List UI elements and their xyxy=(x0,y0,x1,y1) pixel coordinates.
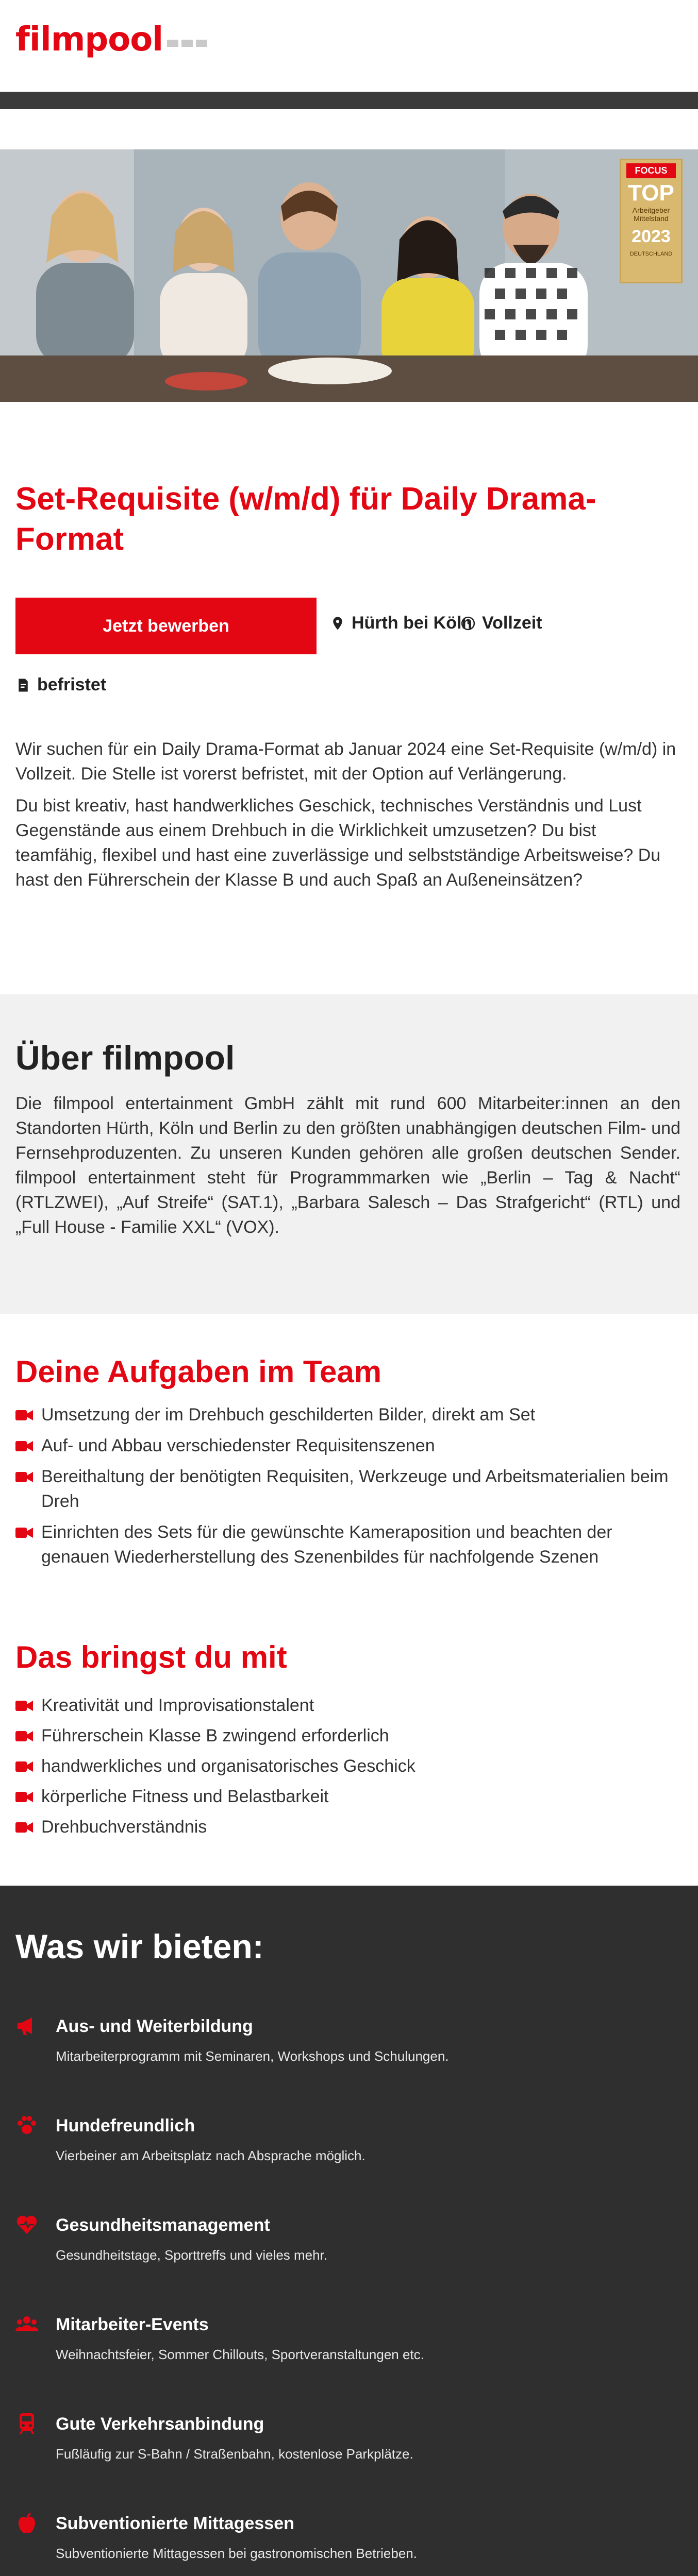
benefit-text: Vierbeiner am Arbeitsplatz nach Absprache möglich. xyxy=(56,2148,365,2163)
benefits-title: Was wir bieten: xyxy=(15,1927,264,1965)
list-item-text: Drehbuchverständnis xyxy=(41,1817,207,1837)
video-camera-icon xyxy=(15,1730,33,1743)
apply-button-top[interactable]: Jetzt bewerben xyxy=(15,598,317,654)
list-item xyxy=(15,1815,680,1839)
benefit-title: Gesundheitsmanagement xyxy=(56,2215,270,2235)
video-camera-icon xyxy=(15,1821,33,1834)
list-item xyxy=(15,1723,680,1748)
list-item-text: Kreativität und Improvisationstalent xyxy=(41,1696,314,1715)
apple-icon xyxy=(15,2512,38,2534)
intro-paragraph: Du bist kreativ, hast handwerkliches Geschick, technisches Verständnis und Lust Gegenstände aus einem Drehbuch in die Wirklichkeit umzusetzen? Du bist teamfähig, flexibel und hast eine zuverlässige und selbstständige Arbeitsweise? Du hast den Führerschein der Klasse B und auch Spaß an Außeneinsätzen? xyxy=(15,796,661,890)
badge-sub: Arbeitgeber Mittelstand xyxy=(632,206,670,223)
intro-paragraph: Wir suchen für ein Daily Drama-Format ab Januar 2024 eine Set-Requisite (w/m/d) in Vollzeit. Die Stelle ist vorerst befristet, mit der Option auf Verlängerung. xyxy=(15,739,676,784)
badge-label: TOP xyxy=(628,180,674,206)
list-item-text: Führerschein Klasse B zwingend erforderlich xyxy=(41,1726,389,1745)
list-item xyxy=(15,1520,680,1569)
benefit-text: Weihnachtsfeier, Sommer Chillouts, Sportveranstaltungen etc. xyxy=(56,2347,424,2362)
video-camera-icon xyxy=(15,1699,33,1713)
list-item xyxy=(15,1784,680,1809)
list-item-text: körperliche Fitness und Belastbarkeit xyxy=(41,1787,329,1806)
list-item xyxy=(15,1402,680,1427)
contract-text: befristet xyxy=(37,675,107,694)
tasks-list xyxy=(15,1402,680,1575)
badge-foot: DEUTSCHLAND xyxy=(629,251,673,257)
about-title: Über filmpool xyxy=(15,1039,235,1077)
badge-top: FOCUS xyxy=(626,163,676,178)
benefit-title: Hundefreundlich xyxy=(56,2116,195,2136)
benefit-title: Mitarbeiter-Events xyxy=(56,2315,209,2334)
benefit-text: Subventionierte Mittagessen bei gastronomischen Betrieben. xyxy=(56,2546,417,2561)
location-text: Hürth bei Köln xyxy=(352,613,473,633)
list-item xyxy=(15,1464,680,1514)
map-pin-icon xyxy=(330,616,345,631)
users-icon xyxy=(15,2313,38,2335)
list-item-text: handwerkliches und organisatorisches Geschick xyxy=(41,1756,416,1776)
list-item-text: Bereithaltung der benötigten Requisiten, Werkzeuge und Arbeitsmaterialien beim Dreh xyxy=(41,1467,669,1511)
contract-icon xyxy=(15,677,31,693)
skills-title: Das bringst du mit xyxy=(15,1640,287,1674)
video-camera-icon xyxy=(15,1409,33,1422)
logo-text: filmpool xyxy=(15,21,163,59)
list-item xyxy=(15,1754,680,1778)
job-title: Set-Requisite (w/m/d) für Daily Drama-Format xyxy=(15,481,596,557)
train-icon xyxy=(15,2412,38,2435)
benefit-title: Gute Verkehrsanbindung xyxy=(56,2414,264,2434)
about-section xyxy=(0,994,698,1314)
header-bar xyxy=(0,92,698,109)
video-camera-icon xyxy=(15,1760,33,1773)
benefit-title: Aus- und Weiterbildung xyxy=(56,2016,253,2036)
skills-list xyxy=(15,1693,680,1845)
job-location xyxy=(330,613,472,633)
job-type-text: Vollzeit xyxy=(482,613,542,633)
list-item-text: Umsetzung der im Drehbuch geschilderten Bilder, direkt am Set xyxy=(41,1405,536,1425)
filmpool-logo[interactable] xyxy=(15,21,207,59)
benefit-title: Subventionierte Mittagessen xyxy=(56,2514,294,2533)
benefit-text: Fußläufig zur S-Bahn / Straßenbahn, kostenlose Parkplätze. xyxy=(56,2446,413,2462)
heart-icon xyxy=(15,2213,38,2236)
tasks-title: Deine Aufgaben im Team xyxy=(15,1354,382,1389)
list-item xyxy=(15,1693,680,1718)
logo-dots xyxy=(167,40,207,47)
job-intro xyxy=(15,737,680,900)
hero-image xyxy=(0,149,698,402)
benefits-section xyxy=(0,1886,698,2576)
top-employer-badge xyxy=(620,159,683,283)
benefit-text: Mitarbeiterprogramm mit Seminaren, Workshops und Schulungen. xyxy=(56,2048,449,2064)
about-text: Die filmpool entertainment GmbH zählt mit rund 600 Mitarbeiter:innen an den Standorten Hürth, Köln und Berlin zu den größten unabhängigen deutschen Film- und Fernsehproduzenten. Zu unseren Kunden gehören alle großen deutschen Sender. filmpool entertainment steht für Programmmarken wie „Berlin – Tag & Nacht“ (RTLZWEI), „Auf Streife“ (SAT.1), „Barbara Salesch – Das Strafgericht“ (RTL) und „Full House - Familie XXL“ (VOX). xyxy=(15,1094,680,1237)
video-camera-icon xyxy=(15,1526,33,1539)
list-item-text: Einrichten des Sets für die gewünschte Kameraposition und beachten der genauen Wiederherstellung des Szenenbildes für nachfolgende Szenen xyxy=(41,1522,612,1567)
badge-year: 2023 xyxy=(631,227,671,246)
job-type xyxy=(460,613,542,633)
megaphone-icon xyxy=(15,2014,38,2037)
job-contract xyxy=(15,675,106,695)
video-camera-icon xyxy=(15,1439,33,1453)
clock-icon xyxy=(460,616,476,631)
video-camera-icon xyxy=(15,1470,33,1484)
team-photo xyxy=(0,149,698,402)
site-header xyxy=(0,0,698,92)
list-item-text: Auf- und Abbau verschiedenster Requisitenszenen xyxy=(41,1436,435,1455)
list-item xyxy=(15,1433,680,1458)
video-camera-icon xyxy=(15,1790,33,1804)
paw-icon xyxy=(15,2114,38,2137)
benefit-text: Gesundheitstage, Sporttreffs und vieles mehr. xyxy=(56,2247,328,2263)
